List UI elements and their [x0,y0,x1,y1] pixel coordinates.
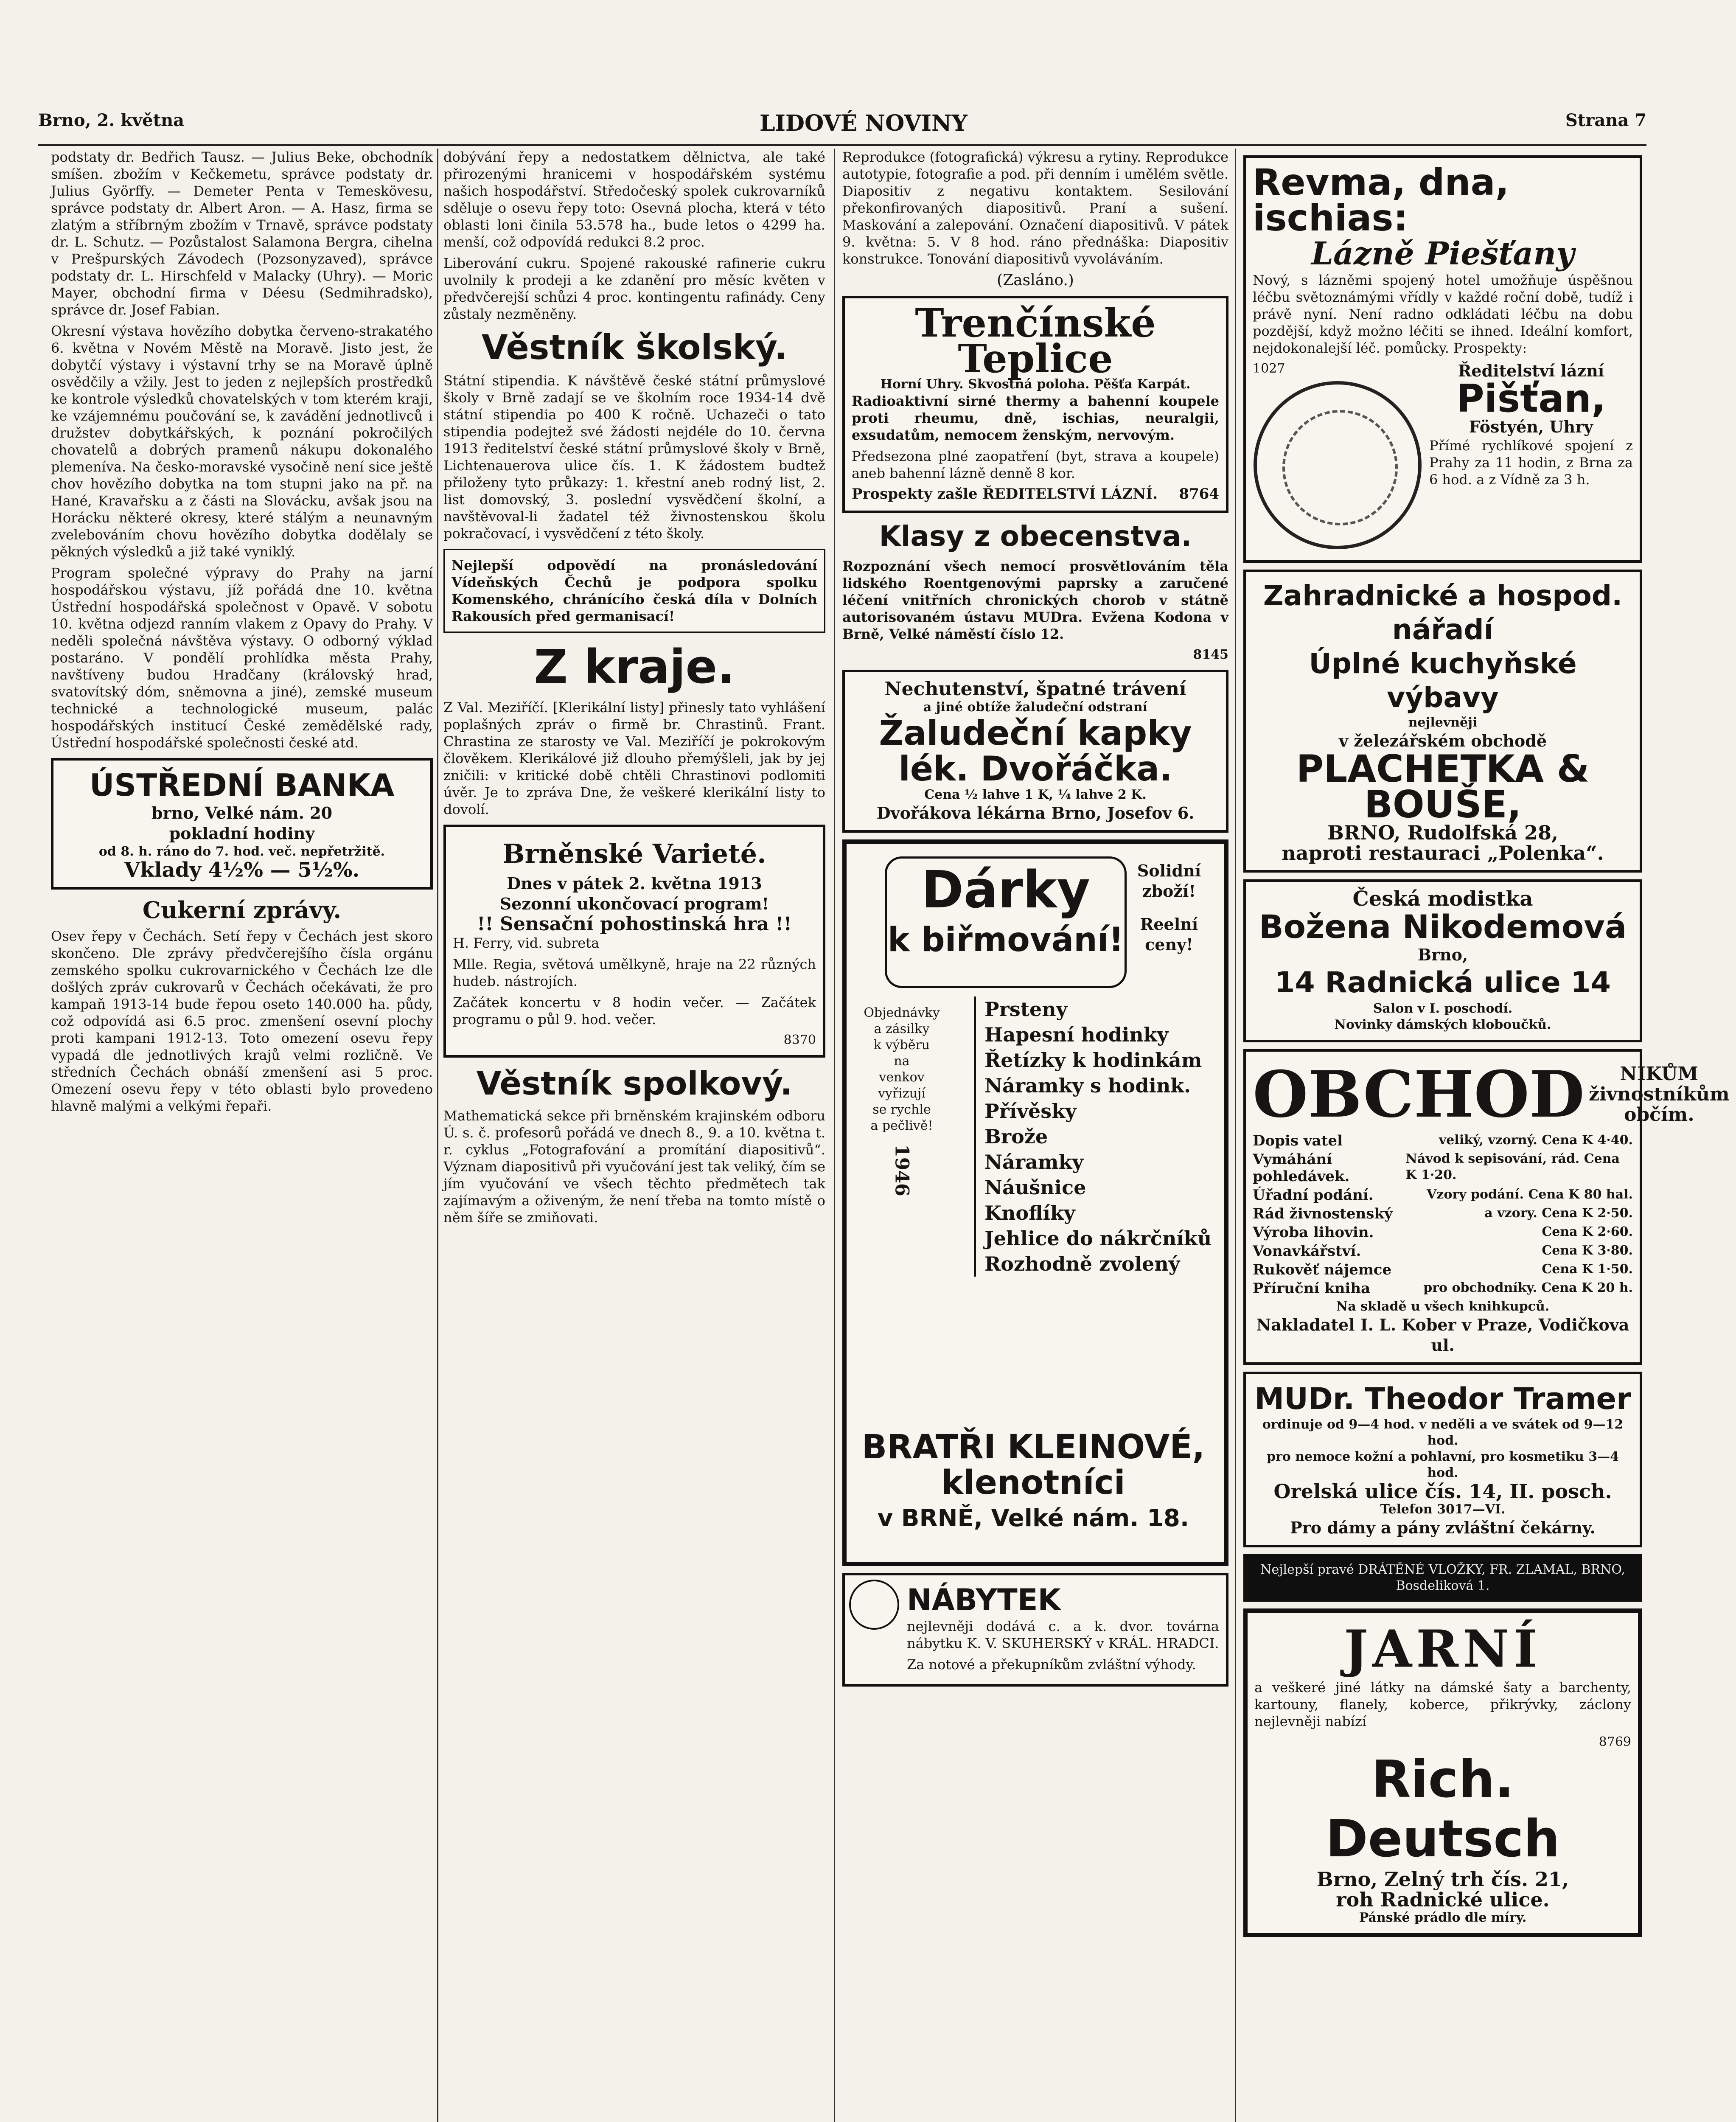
darky-orders [855,1005,948,1196]
tramer-phone: Telefon 3017—VI. [1380,1502,1506,1517]
darky-item-6: Brože [984,1125,1048,1148]
kober-row-7-title: Rukověť nájemce [1253,1261,1392,1278]
column-3 [842,149,1228,2122]
eagle-emblem-icon [849,1580,899,1630]
variete-date: Dnes v pátek 2. května 1913 [507,874,762,893]
jarni-text: a veškeré jiné látky na dámské šaty a barchenty, kartouny, flanely, koberce, přikrývky, záclony nejlevněji nabízí [1254,1679,1631,1729]
kober-row-3-desc: Vzory podání. Cena K 80 hal. [1427,1187,1633,1202]
kober-row-3 [1253,1187,1633,1204]
bank-deposits: Vklady 4½% — 5½%. [124,858,360,882]
modistka-salon: Salon v I. poschodí. [1373,1001,1513,1016]
ad-drate-vlozky [1243,1554,1642,1602]
darky-number: 1946 [891,1144,913,1196]
piestany-number: 1027 [1253,361,1285,376]
article-val-mezirici: Z Val. Meziříčí. [Klerikální listy] přinesly tato vyhlášení poplašných zpráv o firmě br. Chrastinů. Frant. Chrastina ze starosty ve Val. Meziříčí je pokrokovým člověkem. Klerikálové již dlouho přemýšleli, jak by jej zničili: v kritické době chtěli Chrastinovi podlomiti úvěr. Je to zpráva Dne, že veškeré klerikální listy to dovolí. [443,699,825,817]
ad-rich-deutsch [1243,1608,1642,1937]
kober-publisher: Nakladatel I. L. Kober v Praze, Vodičkova ul. [1256,1315,1629,1355]
jarni-firm: Rich. Deutsch [1326,1750,1560,1869]
jarni-number: 8769 [1599,1735,1631,1749]
nabytek-text: nejlevněji dodává c. a k. dvor. továrna nábytku K. V. SKUHERSKÝ v KRÁL. HRADCI. [907,1618,1219,1651]
piestany-spa-name: Lázně Piešťany [1311,236,1575,272]
darky-quality-1: Solidní zboží! [1137,861,1201,901]
darky-order-6: vyřizují [878,1086,925,1101]
tramer-waiting-rooms: Pro dámy a pány zvláštní čekárny. [1290,1518,1596,1537]
darky-order-4: na [894,1054,910,1069]
drops-price: Cena ½ lahve 1 K, ¼ lahve 2 K. [924,787,1147,802]
notice-komensky [443,549,825,633]
drops-pharmacy: Dvořákova lékárna Brno, Josefov 6. [876,803,1195,822]
article-sugar-cont: dobývání řepy a nedostatkem dělnictva, ale také přirozenými hranicemi v hospodářském systému našich hospodářství. Středočeský spolek cukrovarníků sděluje o osevu řepy toto: Osevná plocha, která v této oblasti loni činila 53.578 ha., bude letos o 4299 ha. menší, což odpovídá redukci 8.2 proc. [443,149,825,250]
article-prague-trip: Program společné výpravy do Prahy na jarní hospodářskou výstavu, jíž pořádá dne 10. května Ústřední hospodářská společnost v Opavě. V sobotu 10. května odjezd ranním vlakem z Opavy do Prahy. V neděli společná návštěva výstavy. O odborný výklad postaráno. V pondělí prohlídka města Prahy, navštíveny budou Hradčany (královský hrad, svatovítský dóm, sněmovna a jiné), zemské museum technické a technologické museum, palác hospodářských institucí České zemědělské rady, Ústřední hospodářské společnosti české atd. [51,565,433,751]
darky-quality-2: Reelní ceny! [1140,915,1198,954]
kober-row-2-title: Vymáhání pohledávek. [1253,1151,1350,1185]
modistka-label: Česká modistka [1352,887,1533,911]
ad-plachetka-bouse [1243,570,1642,873]
section-heading-region: Z kraje. [534,640,735,694]
variete-times: Začátek koncertu v 8 hodin večer. — Začátek programu o půl 9. hod. večer. [453,994,816,1027]
kober-row-6 [1253,1243,1633,1260]
piestany-image-area [1253,361,1422,553]
piestany-lower [1253,361,1633,553]
column-2 [443,149,825,2122]
kober-row-4-desc: a vzory. Cena K 2·50. [1484,1206,1633,1221]
kober-row-3-title: Úřadní podání. [1253,1187,1374,1204]
header-page-number: Strana 7 [1565,110,1646,130]
plachetka-title-1: Zahradnické a hospod. nářadí [1263,579,1623,646]
plachetka-firm: PLACHETKA & BOUŠE, [1296,747,1590,826]
darky-quality [1127,861,1212,955]
drops-line-2: a jiné obtíže žaludeční odstraní [923,700,1148,715]
kober-row-1-desc: veliký, vzorný. Cena K 4·40. [1439,1133,1633,1148]
kober-row-6-desc: Cena K 3·80. [1542,1243,1633,1258]
piestany-seal-icon [1254,381,1422,549]
jarni-footer: Pánské prádlo dle míry. [1359,1910,1527,1925]
article-math-section: Mathematická sekce při brněnském krajinském odboru Ú. s. č. profesorů pořádá ve dnech 8., 9. a 10. května t. r. cyklus „Fotografování a promítání diapositivů“. Význam diapositivů při vyučování jest tak veliký, čím se jím vyučování ve všech těchto předmětech tak zajímavým a oživeným, že není třeba na tomto místě o něm šíře se zmiňovati. [443,1108,825,1226]
kober-row-8 [1253,1280,1633,1297]
ad-variete [443,825,825,1058]
kober-row-7 [1253,1261,1633,1278]
modistka-name: Božena Nikodemová [1259,908,1627,946]
darky-banner [885,856,1127,988]
column-divider-2 [834,149,835,2122]
kober-row-8-title: Příruční kniha [1253,1280,1371,1297]
tramer-title: MUDr. Theodor Tramer [1254,1381,1631,1416]
article-diapositives: Reprodukce (fotografická) výkresu a rytiny. Reprodukce autotypie, fotografie a pod. při denním i umělém světle. Diapositiv z negativu kontaktem. Sesilování překonfirovaných diapositivů. Praní a sušení. Maskování a zalepování. Označení diapositivů. V pátek 9. května: 5. V 8 hod. ráno přednáška: Diapositiv konstrukce. Tonování diapositivů vyvoláváním. [842,149,1228,267]
plachetka-address: BRNO, Rudolfská 28, [1327,821,1558,844]
article-stipends: Státní stipendia. K návštěvě české státní průmyslové školy v Brně zadají se ve školním roce 1934-14 dvě státní stipendia po 400 K ročně. Uchazeči o tato stipendia podejtež své žádosti nejdéle do 10. června 1913 ředitelství české státní průmyslové školy v Brně, Lichtenauerova ulice čís. 1. K žádostem budtež přiloženy tyto průkazy: 1. křestní aneb rodný list, 2. list domovský, 3. poslední vysvědčení školní, a navštěvoval-li žadatel též živnostenskou školu pokračovací, i vysvědčení z této školy. [443,373,825,542]
trencin-prospects: Prospekty zašle ŘEDITELSTVÍ LÁZNÍ. [852,486,1158,502]
darky-firm: BRATŘI KLEINOVÉ, klenotníci [861,1428,1205,1502]
darky-subtitle: k biřmování! [887,921,1124,959]
article-roentgen: Rozpoznání všech nemocí prosvětlováním těla lidského Roentgenovými paprsky a zaručené léčení vnitřních chronických chorob v státně autorisovaném ústavu MUDra. Evžena Kodona v Brně, Velké náměstí číslo 12. [842,558,1228,642]
kober-row-1-title: Dopis vatel [1253,1132,1343,1149]
darky-item-4: Náramky s hodink. [984,1074,1191,1097]
column-1 [51,149,433,2122]
trencin-text: Radioaktivní sirné thermy a bahenní koupele proti rheumu, dně, ischias, neuralgii, exsudatům, nemocem ženským, nervovým. [852,393,1219,443]
darky-item-3: Řetízky k hodinkám [984,1049,1202,1072]
modistka-address: 14 Radnická ulice 14 [1275,966,1611,999]
piestany-train: Přímé rychlíkové spojení z Prahy za 11 hodin, z Brna za 6 hod. a z Vídně za 3 h. [1429,438,1633,488]
kober-row-6-title: Vonavkářství. [1253,1243,1361,1260]
darky-order-7: se rychle [872,1102,931,1117]
nabytek-footer: Za notové a překupníkům zvláštní výhody. [907,1656,1196,1673]
kober-row-7-desc: Cena K 1·50. [1542,1262,1633,1277]
piestany-text: Nový, s lázněmi spojený hotel umožňuje úspěšnou léčbu světoznámými vřídly v každé roční době, tudíž i právě nyní. Není radno odkládati léčbu na dobu pozdější, když možno léčiti se ihned. Ideální komfort, nejdokonalejší léč. pomůcky. Prospekty: [1253,272,1633,356]
tramer-specialty: pro nemoce kožní a pohlavní, pro kosmetiku 3—4 hod. [1266,1449,1619,1480]
drops-subtitle: lék. Dvořáčka. [898,749,1172,789]
piestany-place-2: Föstyén, Uhry [1469,417,1593,436]
ad-nabytek [842,1573,1228,1687]
ad-tramer [1243,1372,1642,1547]
kober-row-4-title: Rád živnostenský [1253,1205,1393,1222]
variete-guest: !! Sensační pohostinská hra !! [477,913,792,935]
kober-row-1 [1253,1132,1633,1149]
darky-footer [855,1429,1212,1536]
tramer-hours: ordinuje od 9—4 hod. v neděli a ve svátek od 9—12 hod. [1262,1417,1624,1448]
trencin-number: 8764 [1179,486,1219,502]
kober-row-8-desc: pro obchodníky. Cena K 20 h. [1423,1280,1633,1295]
ad-darky-kleinove [842,839,1228,1566]
darky-item-2: Hapesní hodinky [984,1023,1169,1046]
trencin-subtitle: Horní Uhry. Skvostná poloha. Pěšťa Karpát. [880,377,1191,392]
article-beet-sowing: Osev řepy v Čechách. Setí řepy v Čechách jest skoro skončeno. Dle zprávy předvčerejšího čísla orgánu zemského spolku cukrovarnického v Čechách lze dle došlých zpráv cukrovarů v Čechách očekávati, že pro kampaň 1913-14 bude řepou oseto 140.000 ha. půdy, což odpovídá asi 6.5 proc. zmenšení osevní plochy proti kampani 1912-13. Toto omezení osevu řepy vypadá dle jednotlivých krajů velmi rozličně. Ve středních Čechách obnáší zmenšení asi 5 proc. Omezení osevu řepy v této oblasti bylo provedeno hlavně malými a velkými řepaři. [51,928,433,1114]
article-sugar-release: Liberování cukru. Spojené rakouské rafinerie cukru uvolnily k prodeji a ke zdanění pro měsíc květen v předvčerejší schůzi 4 proc. kontingentu rafinády. Ceny zůstaly nezměněny. [443,255,825,322]
kober-row-5-desc: Cena K 2·60. [1542,1224,1633,1239]
piestany-place: Pišťan, [1456,376,1606,421]
kober-row-5 [1253,1224,1633,1241]
plachetka-shop: v železářském obchodě [1338,731,1547,750]
plachetka-cheap: nejlevněji [1408,715,1478,730]
nabytek-title: NÁBYTEK [907,1583,1061,1617]
section-heading-school: Věstník školský. [481,328,788,367]
bank-hours-label: pokladní hodiny [169,824,315,843]
section-heading-public: Klasy z obecenstva. [879,520,1192,553]
darky-order-5: venkov [879,1070,925,1085]
bank-address: brno, Velké nám. 20 [151,803,333,822]
section-heading-societies: Věstník spolkový. [476,1064,793,1102]
plachetka-title-2: Úplné kuchyňské výbavy [1309,647,1577,714]
piestany-title: Revma, dna, ischias: [1253,161,1509,239]
kober-row-2-desc: Návod k sepisování, rád. Cena K 1·20. [1405,1151,1620,1182]
variete-performer-1: H. Ferry, vid. subreta [453,935,600,951]
darky-item-10: Jehlice do nákrčníků [984,1227,1212,1250]
kober-row-2 [1253,1151,1633,1185]
modistka-footer: Novinky dámských kloboučků. [1334,1017,1551,1032]
column-divider-3 [1235,149,1236,2122]
trencin-title: Trenčínské Teplice [915,300,1156,382]
piestany-directorate: Ředitelství lázní [1458,361,1604,380]
ad-kober-books [1243,1049,1730,1365]
kober-row-5-title: Výroba lihovin. [1253,1224,1374,1241]
darky-city: v BRNĚ, Velké nám. 18. [877,1504,1189,1532]
ad-dvoracek-drops [842,670,1228,833]
darky-order-3: k výběru [873,1038,930,1053]
jarni-title: JARNÍ [1344,1619,1542,1679]
kober-title: OBCHOD [1253,1057,1585,1132]
roentgen-number: 8145 [1193,647,1228,662]
kober-row-4 [1253,1205,1633,1222]
ad-piestany [1243,155,1642,563]
page-header [38,106,1646,146]
darky-item-1: Prsteny [984,998,1068,1021]
darky-order-2: a zásilky [874,1022,930,1036]
bank-hours: od 8. h. ráno do 7. hod. več. nepřetržitě. [98,844,385,859]
kober-header [1253,1057,1730,1132]
bank-title: ÚSTŘEDNÍ BANKA [89,767,395,803]
ad-nikodemova [1243,879,1642,1042]
kober-subtitle: NIKŮM živnostníkům občím. [1589,1063,1730,1126]
drops-line-1: Nechutenství, špatné trávení [884,678,1186,700]
trencin-footer [852,486,1219,502]
piestany-contact [1429,361,1633,553]
header-date: Brno, 2. května [38,110,185,130]
column-divider-1 [437,149,438,2122]
zaslano-label: (Zasláno.) [997,272,1074,289]
darky-order-8: a pečlivě! [870,1118,933,1133]
drate-text: Nejlepší pravé DRÁTĚNÉ VLOŽKY, FR. ZLAMAL, BRNO, Bosdeliková 1. [1260,1562,1625,1593]
variete-program: Sezonní ukončovací program! [499,894,769,913]
modistka-city: Brno, [1417,945,1468,964]
darky-item-8: Náušnice [984,1176,1086,1199]
jarni-address: Brno, Zelný trh čís. 21, [1316,1868,1569,1891]
darky-item-11: Rozhodně zvolený [984,1252,1180,1275]
kober-stock: Na skladě u všech knihkupců. [1336,1299,1550,1314]
darky-items [974,996,1214,1277]
notice-komensky-text: Nejlepší odpovědí na pronásledování Vídeňských Čechů je podpora spolku Komenského, chránícího česká díla v Dolních Rakousích před germanisací! [452,557,817,624]
article-cattle-show: Okresní výstava hovězího dobytka červeno-strakatého 6. května v Novém Městě na Moravě. Jisto jest, že dobytčí výstavy i výstavní trhy se na Moravě úplně osvědčily a vžily. Jest to jeden z nejlepších prostředků ke kontrole výsledků chovatelských v tom kterém kraji, ke vzájemnému poučování se, k zavádění jednotlivců i družstev dobytkářských, k poznání pokročilých chovatelů a dobrých pramenů nákupu dokonalého plemeníva. Na česko-moravské vysočině není sice ještě chov hovězího dobytka na tom stupni jako na př. na Hané, Kravařsku a z části na Slovácku, avšak jsou na Horácku některé okresy, které stálým a neunavným zvelebováním chovu hovězího dobytka dodělaly se pěkných výsledků a již také vyniklý. [51,323,433,560]
darky-item-7: Náramky [984,1151,1084,1173]
header-paper-title: LIDOVÉ NOVINY [760,110,968,136]
variete-number: 8370 [783,1033,816,1047]
variete-performer-2: Mlle. Regia, světová umělkyně, hraje na 22 různých hudeb. nástrojích. [453,956,816,989]
tramer-address: Orelská ulice čís. 14, II. posch. [1273,1480,1612,1503]
darky-order-1: Objednávky [864,1005,940,1020]
section-heading-sugar: Cukerní zprávy. [142,896,342,923]
column-4 [1243,149,1730,2122]
trencin-price: Předsezona plné zaopatření (byt, strava a koupele) aneb bahenní lázně denně 8 kor. [852,448,1219,481]
ad-trencin [842,296,1228,513]
darky-title: Dárky [921,861,1090,920]
article-bankruptcies: podstaty dr. Bedřich Tausz. — Julius Beke, obchodník smíšen. zbožím v Kečkemetu, správce podstaty dr. Julius Györffy. — Demeter Penta v Temeskövesu, správce podstaty dr. Albert Aron. — A. Hasz, firma se zlatým a stříbrným zbožím v Trnavě, správce podstaty dr. L. Schutz. — Pozůstalost Salamona Bergra, cihelna v Prešpurských Závodech (Pozsonyzaved), správce podstaty dr. L. Hirschfeld v Malacky (Uhry). — Moric Mayer, obchodní firma v Déesu (Sedmihradsko), správce dr. Josef Fabian. [51,149,433,318]
ad-ustredni-banka [51,758,433,890]
darky-item-5: Přívěsky [984,1100,1077,1123]
drops-title: Žaludeční kapky [879,713,1192,753]
variete-title: Brněnské Varieté. [502,838,766,869]
darky-item-9: Knoflíky [984,1201,1075,1224]
jarni-address-2: roh Radnické ulice. [1336,1888,1550,1911]
plachetka-footer: naproti restauraci „Polenka“. [1282,842,1604,865]
